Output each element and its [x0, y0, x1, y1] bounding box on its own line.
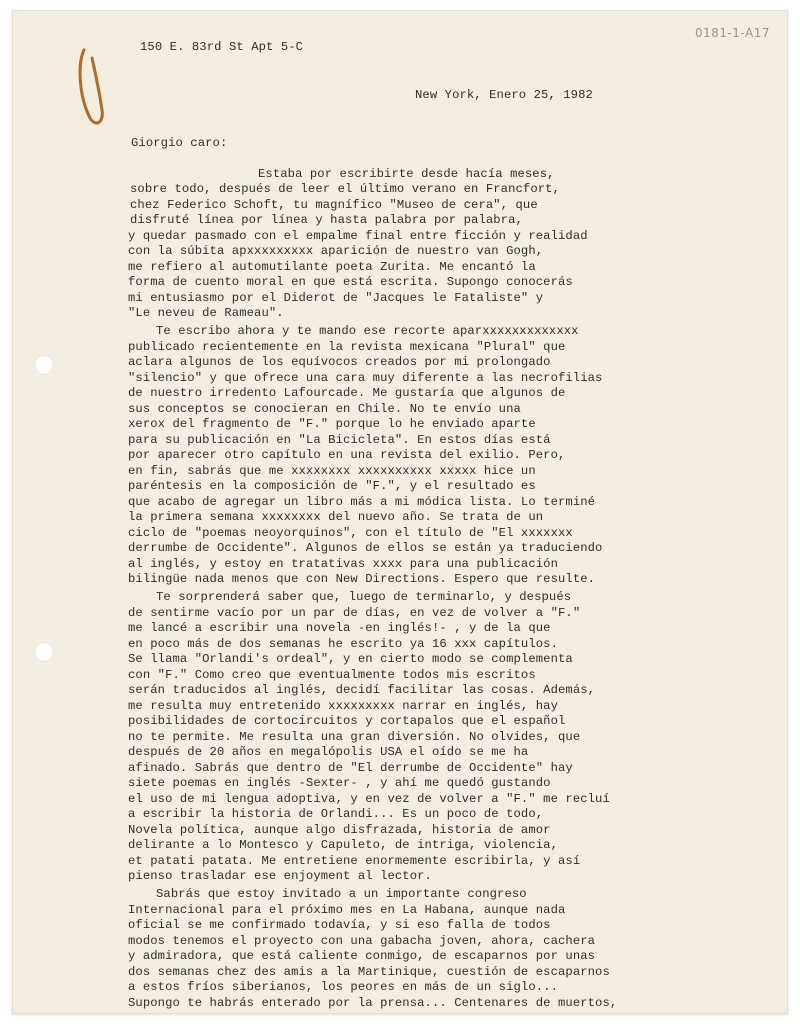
typed-letter: [12, 10, 788, 1014]
body-line: en fin, sabrás que me xxxxxxxx xxxxxxxxxx xxxxx hice un: [128, 464, 536, 478]
body-line: serán traducidos al inglés, decidí facilitar las cosas. Además,: [128, 683, 596, 697]
body-line: para su publicación en "La Bicicleta". En estos días está: [128, 433, 551, 447]
body-line: el uso de mi lengua adoptiva, y en vez de volver a "F." me recluí: [128, 792, 610, 806]
body-line: no te permite. Me resulta una gran diversión. No olvides, que: [128, 730, 581, 744]
body-line: la primera semana xxxxxxxx del nuevo año. Se trata de un: [128, 510, 544, 524]
body-line: disfruté línea por línea y hasta palabra por palabra,: [130, 213, 523, 227]
body-line: ciclo de "poemas neoyorquinos", con el título de "El xxxxxxx: [128, 526, 573, 540]
body-line: "Le neveu de Rameau".: [128, 306, 284, 320]
body-line: con "F." Como creo que eventualmente todos mis escritos: [128, 668, 536, 682]
body-line: en poco más de dos semanas he escrito ya 16 xxx capítulos.: [128, 637, 558, 651]
body-line: Se llama "Orlandi's ordeal", y en cierto modo se complementa: [128, 652, 573, 666]
body-line: por aparecer otro capítulo en una revista del exilio. Pero,: [128, 448, 566, 462]
body-line: Estaba por escribirte desde hacía meses,: [258, 167, 555, 181]
body-line: siete poemas en inglés -Sexter- , y ahí me quedó gustando: [128, 776, 551, 790]
body-line: de sentirme vacío por un par de días, en vez de volver a "F.": [128, 606, 581, 620]
body-line: publicado recientemente en la revista mexicana "Plural" que: [128, 340, 566, 354]
body-line: paréntesis en la composición de "F.", y el resultado es: [128, 479, 536, 493]
body-line: sus conceptos se conocieran en Chile. No te envío una: [128, 402, 521, 416]
body-line: mi entusiasmo por el Diderot de "Jacques le Fataliste" y: [128, 291, 544, 305]
body-line: oficial se me confirmado todavía, y si eso falla de todos: [128, 918, 551, 932]
salutation: Giorgio caro:: [131, 136, 228, 150]
body-line: bilingüe nada menos que con New Directions. Espero que resulte.: [128, 572, 596, 586]
body-line: posibilidades de cortocircuitos y cortapalos que el español: [128, 714, 566, 728]
body-line: Te escribo ahora y te mando ese recorte aparxxxxxxxxxxxxx: [156, 324, 579, 338]
body-line: aclara algunos de los equívocos creados por mi prolongado: [128, 355, 551, 369]
body-line: a escribir la historia de Orlandi... Es un poco de todo,: [128, 807, 544, 821]
body-line: después de 20 años en megalópolis USA el oído se me ha: [128, 745, 529, 759]
body-line: dos semanas chez des amis a la Martinique, cuestión de escaparnos: [128, 965, 610, 979]
letter-page: [12, 10, 788, 1014]
body-line: et patati patata. Me entretiene enormemente escribirla, y así: [128, 854, 581, 868]
body-line: Sabrás que estoy invitado a un importante congreso: [156, 887, 527, 901]
body-line: a estos fríos siberianos, los peores en más de un siglo...: [128, 980, 558, 994]
body-line: con la súbita apxxxxxxxxx aparición de nuestro van Gogh,: [128, 244, 544, 258]
body-line: Internacional para el próximo mes en La Habana, aunque nada: [128, 903, 566, 917]
body-line: derrumbe de Occidente". Algunos de ellos se están ya traduciendo: [128, 541, 603, 555]
body-line: forma de cuento moral en que está escrita. Supongo conocerás: [128, 275, 573, 289]
body-line: delirante a lo Montesco y Capuleto, de intriga, violencia,: [128, 838, 558, 852]
body-line: afinado. Sabrás que dentro de "El derrumbe de Occidente" hay: [128, 761, 573, 775]
body-line: me lancé a escribir una novela -en inglés!- , y de la que: [128, 621, 551, 635]
body-line: de nuestro irredento Lafourcade. Me gustaría que algunos de: [128, 386, 566, 400]
body-line: sobre todo, después de leer el último verano en Francfort,: [130, 182, 560, 196]
sender-address: 150 E. 83rd St Apt 5-C: [140, 40, 304, 54]
body-line: xerox del fragmento de "F." porque lo he enviado aparte: [128, 417, 536, 431]
body-line: Supongo te habrás enterado por la prensa... Centenares de muertos,: [128, 996, 618, 1010]
body-line: me refiero al automutilante poeta Zurita. Me encantó la: [128, 260, 536, 274]
letter-date: New York, Enero 25, 1982: [415, 88, 593, 102]
body-line: me resulta muy entretenido xxxxxxxxx narrar en inglés, hay: [128, 699, 558, 713]
body-line: "silencio" y que ofrece una cara muy diferente a las necrofilias: [128, 371, 603, 385]
body-line: Novela política, aunque algo disfrazada, historia de amor: [128, 823, 551, 837]
body-line: y admiradora, que está caliente conmigo, de escaparnos por unas: [128, 949, 596, 963]
body-line: que acabo de agregar un libro más a mi módica lista. Lo terminé: [128, 495, 596, 509]
body-line: al inglés, y estoy en tratativas xxxx para una publicación: [128, 557, 558, 571]
body-line: pienso trasladar ese enjoyment al lector.: [128, 869, 432, 883]
archive-reference-number: 0181-1-A17: [694, 26, 770, 40]
body-line: y quedar pasmado con el empalme final entre ficción y realidad: [128, 229, 588, 243]
body-line: modos tenemos el proyecto con una gabacha joven, ahora, cachera: [128, 934, 596, 948]
body-line: chez Federico Schoft, tu magnífico "Museo de cera", que: [130, 198, 538, 212]
body-line: Te sorprenderá saber que, luego de terminarlo, y después: [156, 590, 572, 604]
